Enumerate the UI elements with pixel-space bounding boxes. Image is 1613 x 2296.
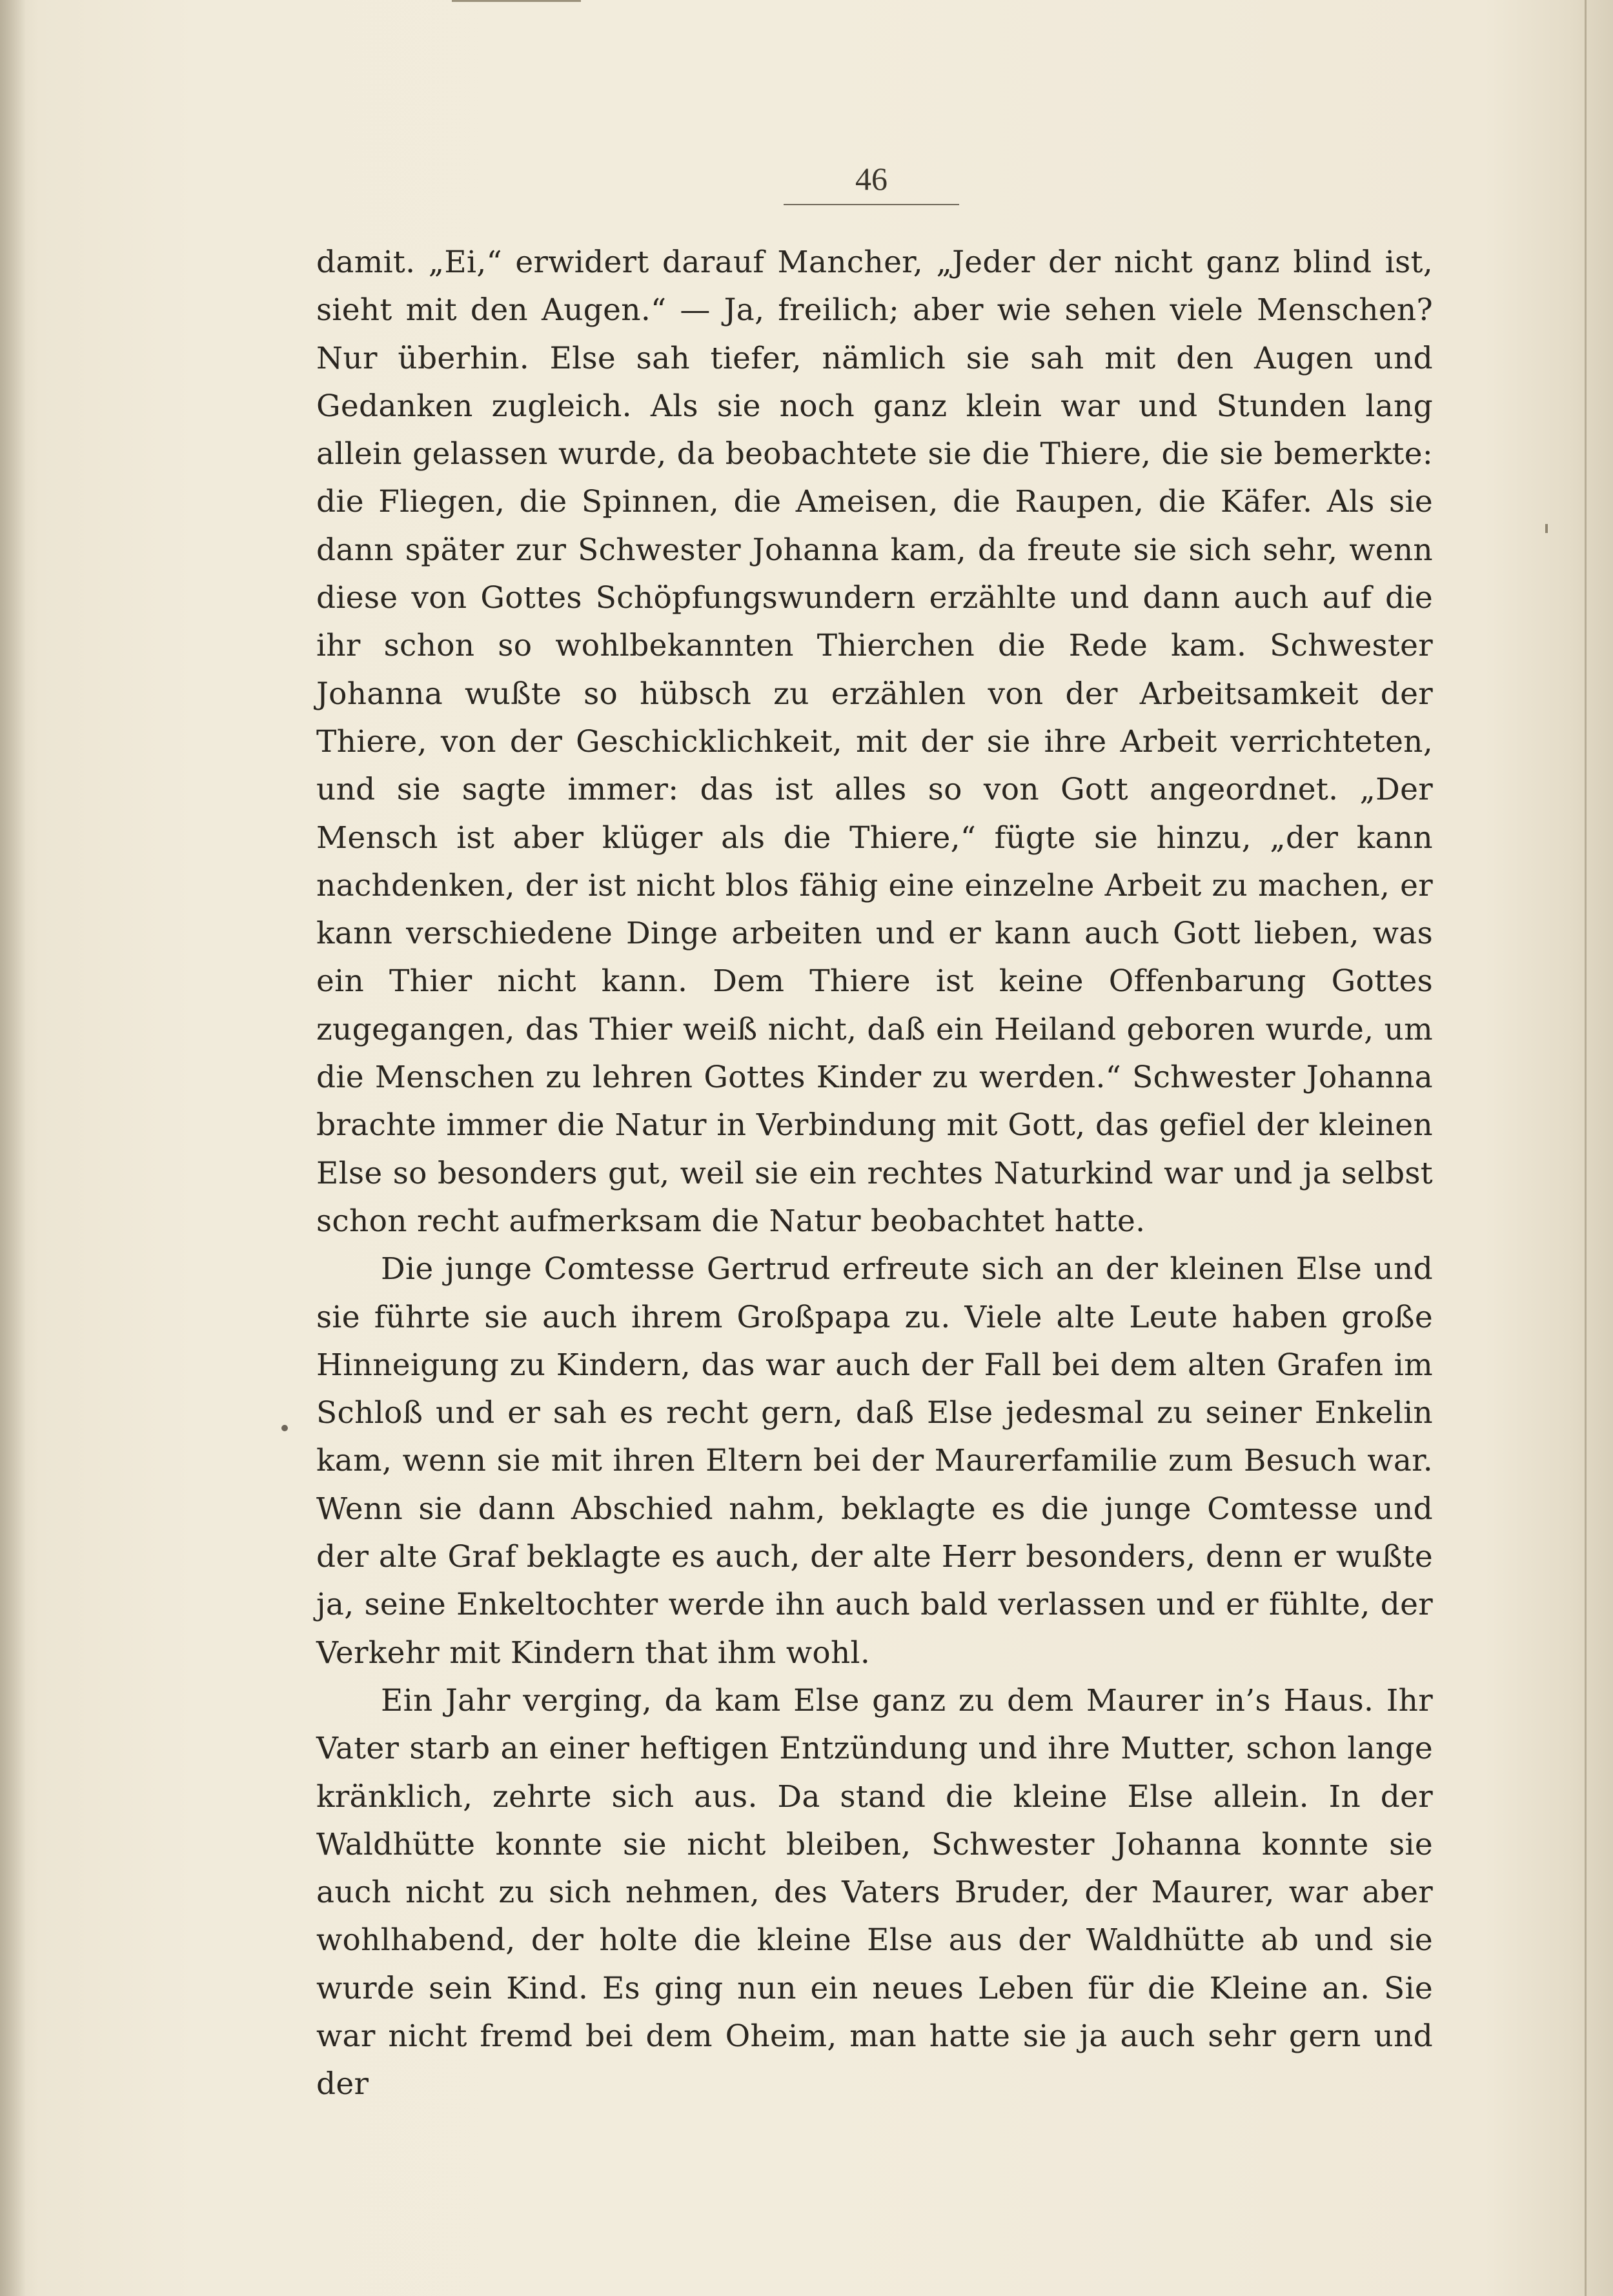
body-text: [316, 239, 1433, 2109]
paragraph: Die junge Comtesse Gertrud erfreute sich an der kleinen Else und sie führte sie auch ihrem Großpapa zu. Viele alte Leute haben große Hinneigung zu Kindern, das war auch der Fall bei dem alten Grafen im Schloß und er sah es recht gern, daß Else jedesmal zu seiner Enkelin kam, wenn sie mit ihren Eltern bei der Maurerfamilie zum Besuch war. Wenn sie dann Abschied nahm, beklagte es die junge Comtesse und der alte Graf beklagte es auch, der alte Herr besonders, denn er wußte ja, seine Enkeltochter werde ihn auch bald verlassen und er fühlte, der Verkehr mit Kindern that ihm wohl.: [316, 1251, 1433, 1671]
page-edge-line: [1585, 0, 1587, 2296]
page-number-rule: [784, 204, 959, 205]
margin-mark: [281, 1425, 288, 1431]
top-edge-mark: [452, 0, 581, 2]
page-number: 46: [855, 161, 888, 197]
paragraph: Ein Jahr verging, da kam Else ganz zu dem Maurer in’s Haus. Ihr Vater starb an einer heftigen Entzündung und ihre Mutter, schon lange kränklich, zehrte sich aus. Da stand die kleine Else allein. In der Waldhütte konnte sie nicht bleiben, Schwester Johanna konnte sie auch nicht zu sich nehmen, des Vaters Bruder, der Maurer, war aber wohlhabend, der holte die kleine Else aus der Waldhütte ab und sie wurde sein Kind. Es ging nun ein neues Leben für die Kleine an. Sie war nicht fremd bei dem Oheim, man hatte sie ja auch sehr gern und der: [316, 1682, 1433, 2102]
spine-shadow: [0, 0, 26, 2296]
paragraph: damit. „Ei,“ erwidert darauf Mancher, „Jeder der nicht ganz blind ist, sieht mit den Augen.“ — Ja, freilich; aber wie sehen viele Menschen? Nur überhin. Else sah tiefer, nämlich sie sah mit den Augen und Gedanken zugleich. Als sie noch ganz klein war und Stunden lang allein gelassen wurde, da beobachtete sie die Thiere, die sie bemerkte: die Fliegen, die Spinnen, die Ameisen, die Raupen, die Käfer. Als sie dann später zur Schwester Johanna kam, da freute sie sich sehr, wenn diese von Gottes Schöpfungswundern erzählte und dann auch auf die ihr schon so wohlbekannten Thierchen die Rede kam. Schwester Johanna wußte so hübsch zu erzählen von der Arbeitsamkeit der Thiere, von der Geschicklichkeit, mit der sie ihre Arbeit verrichteten, und sie sagte immer: das ist alles so von Gott angeordnet. „Der Mensch ist aber klüger als die Thiere,“ fügte sie hinzu, „der kann nachdenken, der ist nicht blos fähig eine einzelne Arbeit zu machen, er kann verschiedene Dinge arbeiten und er kann auch Gott lieben, was ein Thier nicht kann. Dem Thiere ist keine Offenbarung Gottes zugegangen, das Thier weiß nicht, daß ein Heiland geboren wurde, um die Menschen zu lehren Gottes Kinder zu werden.“ Schwester Johanna brachte immer die Natur in Verbindung mit Gott, das gefiel der kleinen Else so besonders gut, weil sie ein rechtes Naturkind war und ja selbst schon recht aufmerksam die Natur beobachtet hatte.: [316, 245, 1433, 1239]
margin-tick: [1545, 524, 1548, 533]
